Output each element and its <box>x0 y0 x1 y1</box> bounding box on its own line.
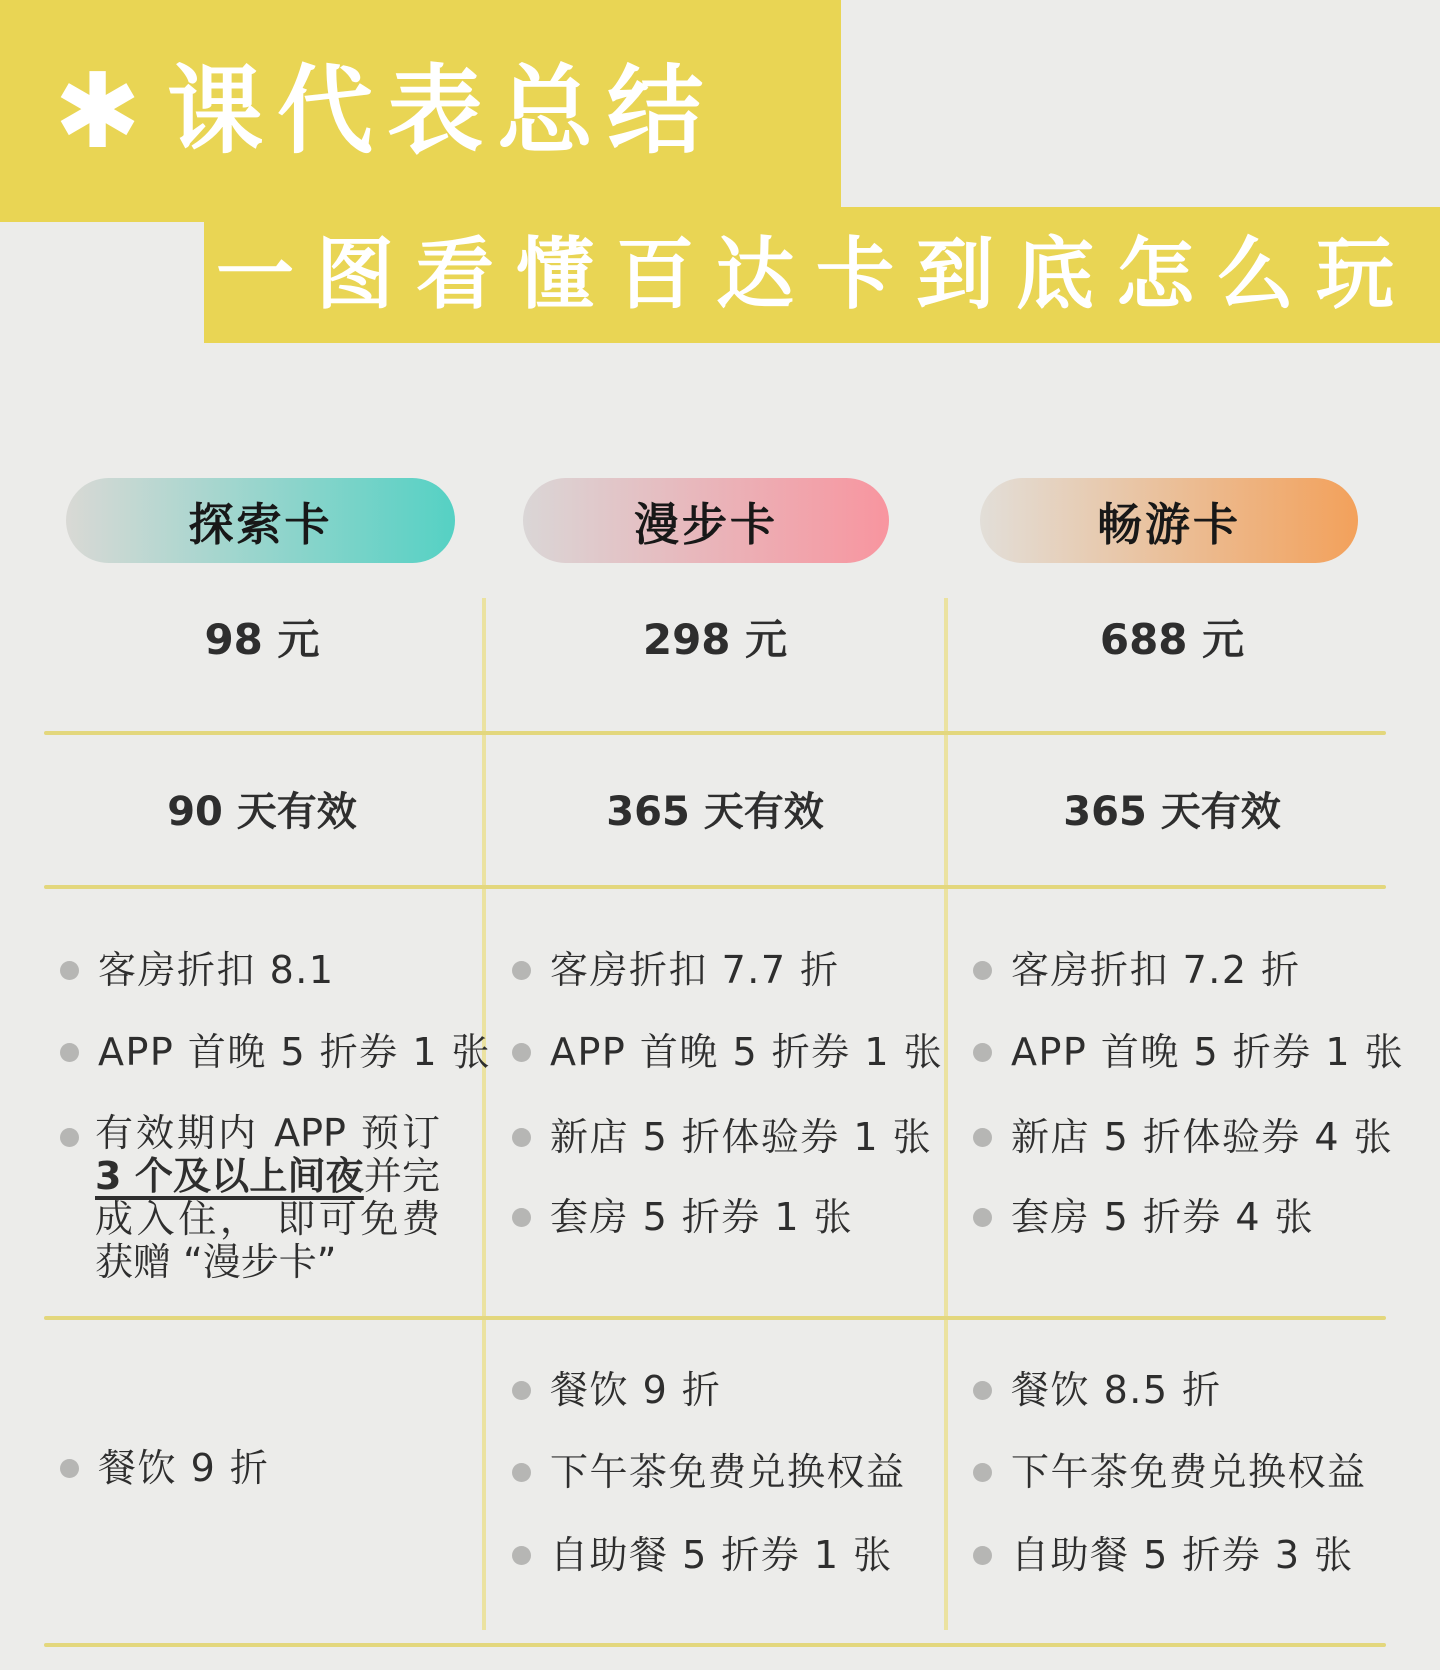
bullet-icon <box>512 1208 531 1227</box>
bullet-icon <box>60 1043 79 1062</box>
dining-text: 餐饮 9 折 <box>550 1368 722 1412</box>
price-explore: 98 元 <box>204 615 320 664</box>
dining-item <box>973 1531 1354 1579</box>
benefit-item <box>512 1193 853 1241</box>
bullet-icon <box>973 1463 992 1482</box>
benefit-text: 新店 5 折体验券 4 张 <box>1011 1115 1394 1159</box>
benefit-note <box>95 1112 440 1284</box>
price-stroll: 298 元 <box>642 615 788 664</box>
benefit-note-pre: 有效期内 APP 预订 <box>95 1111 440 1155</box>
benefit-item <box>973 1113 1393 1161</box>
bullet-icon <box>973 1043 992 1062</box>
bullet-icon <box>973 1381 992 1400</box>
validity-explore: 90 天有效 <box>167 789 357 835</box>
benefit-item <box>973 1028 1404 1076</box>
benefit-text: 新店 5 折体验券 1 张 <box>550 1115 933 1159</box>
page-title: 课代表总结 <box>167 55 718 167</box>
benefit-note-post: 并完成入住， 即可免费获赠 “漫步卡” <box>95 1154 440 1284</box>
benefit-item <box>973 946 1301 994</box>
bullet-icon <box>973 1208 992 1227</box>
column-divider-1 <box>482 598 486 1630</box>
bullet-icon <box>512 1381 531 1400</box>
bullet-icon <box>973 961 992 980</box>
benefit-text: APP 首晚 5 折券 1 张 <box>1011 1030 1405 1074</box>
price-roam: 688 元 <box>1099 615 1245 664</box>
header-banner <box>0 0 841 222</box>
benefit-text: 客房折扣 7.2 折 <box>1011 948 1301 992</box>
dining-text: 自助餐 5 折券 1 张 <box>550 1533 893 1577</box>
benefit-item <box>512 1113 932 1161</box>
row-divider-benefits <box>44 1316 1386 1320</box>
benefit-item <box>512 1028 943 1076</box>
bullet-icon <box>512 1463 531 1482</box>
dining-item <box>973 1448 1367 1496</box>
row-divider-price <box>44 731 1386 735</box>
bullet-icon <box>973 1128 992 1147</box>
bullet-icon <box>512 1546 531 1565</box>
benefit-text: APP 首晚 5 折券 1 张 <box>98 1030 492 1074</box>
benefit-text: APP 首晚 5 折券 1 张 <box>550 1030 944 1074</box>
benefit-item <box>60 1028 491 1076</box>
bullet-icon <box>973 1546 992 1565</box>
page-subtitle: 一图看懂百达卡到底怎么玩 <box>216 230 1417 320</box>
row-divider-bottom <box>44 1643 1386 1647</box>
bullet-icon <box>512 1128 531 1147</box>
benefit-item <box>973 1193 1314 1241</box>
card-name: 漫步卡 <box>633 498 778 551</box>
subtitle-banner <box>204 207 1440 343</box>
validity-roam: 365 天有效 <box>1063 789 1281 835</box>
dining-item <box>60 1444 269 1492</box>
card-pill-stroll <box>523 478 889 563</box>
bullet-icon <box>60 1128 79 1147</box>
dining-text: 下午茶免费兑换权益 <box>550 1450 906 1494</box>
dining-text: 下午茶免费兑换权益 <box>1011 1450 1367 1494</box>
benefit-note-underlined: 3 个及以上间夜 <box>95 1154 364 1198</box>
dining-item <box>512 1448 906 1496</box>
bullet-icon <box>512 961 531 980</box>
dining-text: 餐饮 8.5 折 <box>1011 1368 1222 1412</box>
benefit-text: 客房折扣 8.1 <box>98 948 335 992</box>
dining-item <box>512 1531 893 1579</box>
benefit-text: 客房折扣 7.7 折 <box>550 948 840 992</box>
dining-item <box>512 1366 721 1414</box>
card-pill-explore <box>66 478 455 563</box>
dining-text: 自助餐 5 折券 3 张 <box>1011 1533 1354 1577</box>
benefit-text: 套房 5 折券 4 张 <box>1011 1195 1315 1239</box>
benefit-item <box>60 946 335 994</box>
validity-stroll: 365 天有效 <box>606 789 824 835</box>
card-pill-roam <box>980 478 1358 563</box>
column-divider-2 <box>944 598 948 1630</box>
dining-text: 餐饮 9 折 <box>98 1446 270 1490</box>
card-name: 畅游卡 <box>1096 498 1241 551</box>
card-name: 探索卡 <box>188 498 333 551</box>
dining-item <box>973 1366 1222 1414</box>
bullet-icon <box>512 1043 531 1062</box>
row-divider-validity <box>44 885 1386 889</box>
bullet-icon <box>60 1459 79 1478</box>
benefit-text: 套房 5 折券 1 张 <box>550 1195 854 1239</box>
bullet-icon <box>60 961 79 980</box>
benefit-item <box>512 946 840 994</box>
asterisk-icon: ✱ <box>54 50 142 172</box>
